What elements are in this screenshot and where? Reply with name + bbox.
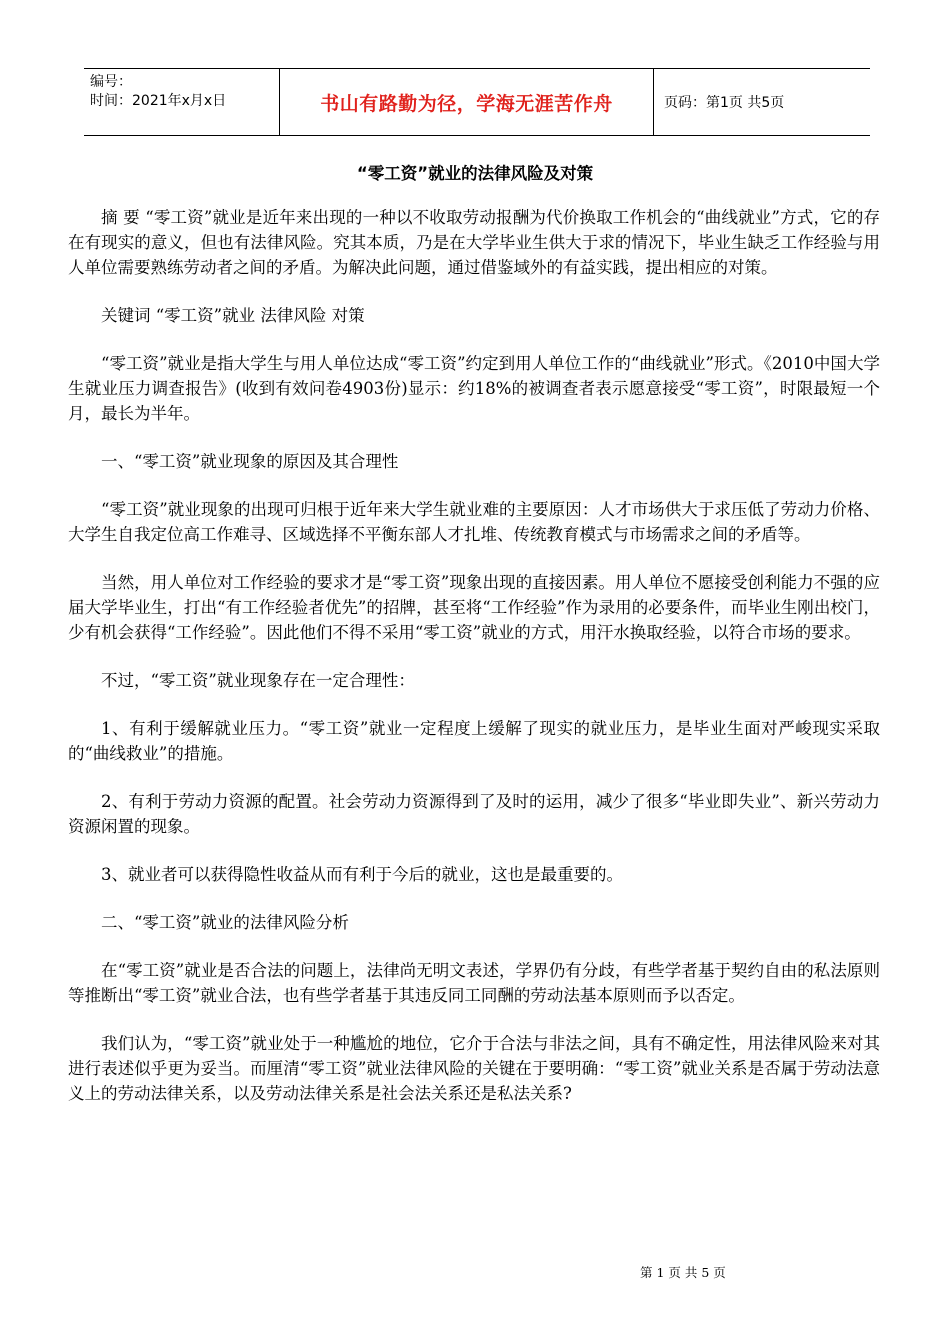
body-paragraph: 不过，“零工资”就业现象存在一定合理性： [101, 671, 415, 690]
body-paragraph: “零工资”就业是指大学生与用人单位达成“零工资”约定到用人单位工作的“曲线就业”形式。《2010中国大学生就业压力调查报告》(收到有效问卷4903份)显示：约18%的被调查者表示愿意接受“零工资”，时限最短一个月，最长为半年。 [68, 354, 880, 423]
header-page-label: 页码：第1页 共5页 [664, 95, 785, 111]
header-motto: 书山有路勤为径，学海无涯苦作舟 [320, 92, 613, 115]
list-item: 3、就业者可以获得隐性收益从而有利于今后的就业，这也是最重要的。 [101, 865, 623, 884]
body-paragraph: 我们认为，“零工资”就业处于一种尴尬的地位，它介于合法与非法之间，具有不确定性，用法律风险来对其进行表述似乎更为妥当。而厘清“零工资”就业法律风险的关键在于要明确：“零工资”就业关系是否属于劳动法意义上的劳动法律关系，以及劳动法律关系是社会法关系还是私法关系? [68, 1034, 880, 1103]
footer-page-number: 第 1 页 共 5 页 [640, 1265, 726, 1280]
section-heading: 一、“零工资”就业现象的原因及其合理性 [101, 452, 399, 471]
section-heading: 二、“零工资”就业的法律风险分析 [101, 913, 349, 932]
header-motto-cell [280, 69, 654, 135]
list-item: 2、有利于劳动力资源的配置。社会劳动力资源得到了及时的运用，减少了很多“毕业即失业”、新兴劳动力资源闲置的现象。 [68, 792, 880, 836]
header-meta-cell [84, 69, 280, 135]
list-item: 1、有利于缓解就业压力。“零工资”就业一定程度上缓解了现实的就业压力，是毕业生面对严峻现实采取的“曲线救业”的措施。 [68, 719, 880, 763]
time-label: 时间：2021年x月x日 [90, 93, 227, 109]
body-paragraph: 在“零工资”就业是否合法的问题上，法律尚无明文表述，学界仍有分歧，有些学者基于契约自由的私法原则等推断出“零工资”就业合法，也有些学者基于其违反同工同酬的劳动法基本原则而予以否定。 [68, 961, 880, 1005]
abstract-paragraph: 摘 要 “零工资”就业是近年来出现的一种以不收取劳动报酬为代价换取工作机会的“曲线就业”方式，它的存在有现实的意义，但也有法律风险。究其本质，乃是在大学毕业生供大于求的情况下，毕业生缺乏工作经验与用人单位需要熟练劳动者之间的矛盾。为解决此问题，通过借鉴域外的有益实践，提出相应的对策。 [68, 208, 880, 277]
keywords-paragraph: 关键词 “零工资”就业 法律风险 对策 [101, 306, 365, 325]
header-page-cell [654, 69, 870, 135]
number-label: 编号： [90, 74, 132, 90]
document-body [68, 205, 880, 1129]
document-header [84, 68, 870, 136]
document-title: “零工资”就业的法律风险及对策 [356, 164, 594, 183]
body-paragraph: 当然，用人单位对工作经验的要求才是“零工资”现象出现的直接因素。用人单位不愿接受创利能力不强的应届大学毕业生，打出“有工作经验者优先”的招牌，甚至将“工作经验”作为录用的必要条件，而毕业生刚出校门，少有机会获得“工作经验”。因此他们不得不采用“零工资”就业的方式，用汗水换取经验，以符合市场的要求。 [68, 573, 880, 642]
body-paragraph: “零工资”就业现象的出现可归根于近年来大学生就业难的主要原因：人才市场供大于求压低了劳动力价格、大学生自我定位高工作难寻、区域选择不平衡东部人才扎堆、传统教育模式与市场需求之间的矛盾等。 [68, 500, 880, 544]
